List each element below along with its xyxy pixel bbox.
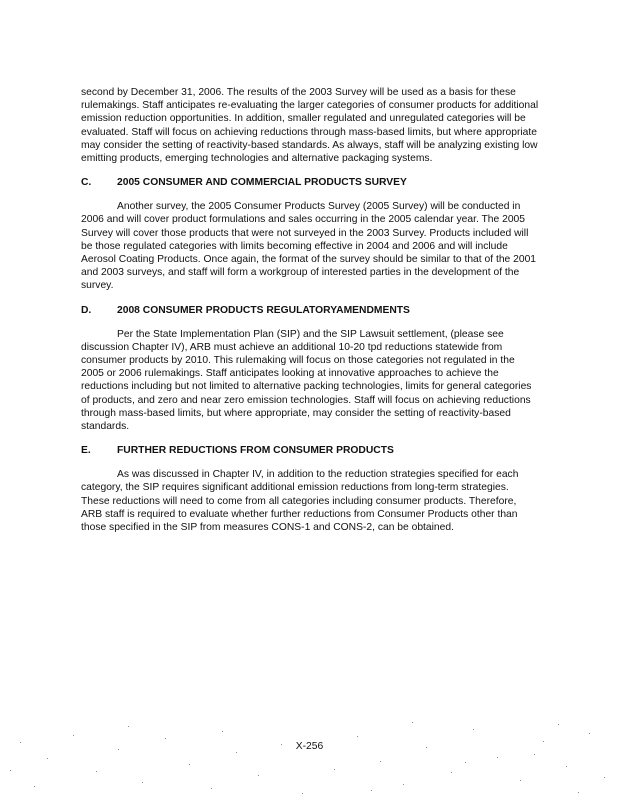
section-heading-e <box>81 444 539 457</box>
section-title: FURTHER REDUCTIONS FROM CONSUMER PRODUCTS <box>117 445 394 457</box>
section-heading-d <box>81 304 539 317</box>
intro-paragraph: second by December 31, 2006. The results of the 2003 Survey will be used as a basis for these rulemakings. Staff anticipates re-evaluating the larger categories of consumer products for additional emission reduction opportunities. In addition, smaller regulated and unregulated categories will be evaluated. Staff will focus on achieving reductions through mass-based limits, but where appropriate may consider the setting of reactivity-based standards. As always, staff will be analyzing existing low emitting products, emerging technologies and alternative packaging systems. <box>81 87 539 165</box>
section-title: 2008 CONSUMER PRODUCTS REGULATORYAMENDMENTS <box>117 304 410 316</box>
page-content <box>81 86 539 534</box>
section-letter: C. <box>81 177 92 189</box>
page-number: X-256 <box>295 741 324 752</box>
section-d-paragraph: Per the State Implementation Plan (SIP) and the SIP Lawsuit settlement, (please see discussion Chapter IV), ARB must achieve an additional 10-20 tpd reductions statewide from consumer products by 2010. This rulemaking will focus on those categories not regulated in the 2005 or 2006 rulemakings. Staff anticipates looking at innovative approaches to achieve the reductions including but not limited to alternative packing technologies, limits for general categories of products, and zero and near zero emission technologies. Staff will focus on achieving reductions through mass-based limits, but where appropriate, may consider the setting of reactivity-based standards. <box>81 328 532 433</box>
section-c-paragraph: Another survey, the 2005 Consumer Products Survey (2005 Survey) will be conducted in 2006 and will cover product formulations and sales occurring in the 2005 calendar year. The 2005 Survey will cover those products that were not surveyed in the 2003 Survey. Products included will be those regulated categories with limits becoming effective in 2004 and 2006 and will include Aerosol Coating Products. Once again, the format of the survey should be similar to that of the 2001 and 2003 surveys, and staff will form a workgroup of interested parties in the development of the survey. <box>81 201 537 292</box>
section-e-paragraph: As was discussed in Chapter IV, in addition to the reduction strategies specified for each category, the SIP requires significant additional emission reductions from long-term strategies. These reductions will need to come from all categories including consumer products. Therefore, ARB staff is required to evaluate whether further reductions from Consumer Products other than those specified in the SIP from measures CONS-1 and CONS-2, can be obtained. <box>81 469 519 534</box>
section-heading-c <box>81 176 539 189</box>
section-title: 2005 CONSUMER AND COMMERCIAL PRODUCTS SURVEY <box>117 177 407 189</box>
section-letter: E. <box>81 445 91 457</box>
section-letter: D. <box>81 304 92 316</box>
